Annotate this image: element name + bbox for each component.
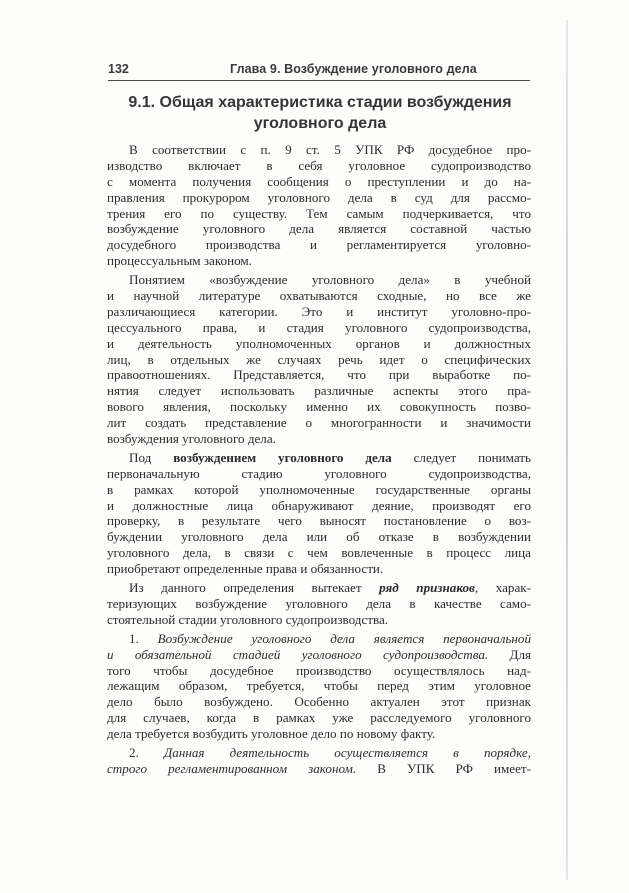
text-line: уголовного дела, в связи с чем вовлеченные в процесс лица xyxy=(107,545,531,561)
bold-italic-term: ряд признаков xyxy=(379,580,475,596)
text-line: лит создать представление о многогранности и значимости xyxy=(107,415,531,431)
text-line: различающиеся категории. Это и институт уголовно-про- xyxy=(107,303,531,319)
text-line: досудебного производства и регламентируется уголовно- xyxy=(107,237,531,253)
text-line: возбуждение уголовного дела является составной частью xyxy=(107,221,531,237)
paragraph-4 xyxy=(107,580,531,628)
text-line: в рамках которой уполномоченные государственные органы xyxy=(107,481,531,497)
section-title-line-2: уголовного дела xyxy=(253,115,387,132)
text-line: дело было возбуждено. Особенно актуален этот признак xyxy=(107,694,531,710)
paragraph-6 xyxy=(107,745,531,777)
text-run: следует понимать xyxy=(391,449,531,465)
text-line xyxy=(107,580,531,596)
text-line: В соответствии с п. 9 ст. 5 УПК РФ досудебное про- xyxy=(129,142,531,157)
section-title xyxy=(108,92,532,134)
text-line: нятия следует использовать различные аспекты этого пра- xyxy=(107,383,531,399)
text-line: цессуального права, и стадия уголовного судопроизводства, xyxy=(107,319,531,335)
text-line: Понятием «возбуждение уголовного дела» в учебной xyxy=(129,272,531,288)
italic-run: Данная деятельность осуществляется в порядке, xyxy=(163,744,532,760)
text-run: Под xyxy=(129,449,174,465)
text-line: трения его по существу. Тем самым подчеркивается, что xyxy=(107,205,531,221)
paragraph-2 xyxy=(107,272,531,447)
text-line: вового явления, поскольку именно их совокупность позво- xyxy=(107,399,531,415)
header-rule xyxy=(108,80,530,81)
paragraph-5 xyxy=(107,631,531,742)
text-line: правоотношениях. Представляется, что при выработке по- xyxy=(107,367,531,383)
text-line: того чтобы досудебное производство осуществлялось над- xyxy=(107,662,531,678)
text-line: для случаев, когда в рамках уже расследуемого уголовного xyxy=(107,710,531,726)
italic-run: строго регламентированном законом. xyxy=(107,760,357,776)
text-line: возбуждения уголовного дела. xyxy=(107,431,276,447)
page-header xyxy=(108,60,532,80)
text-line: дела требуется возбудить уголовное дело по новому факту. xyxy=(107,726,436,742)
text-run: , харак- xyxy=(474,580,531,596)
text-run: Для xyxy=(488,646,532,662)
text-line xyxy=(107,631,531,647)
text-line xyxy=(107,761,531,777)
paragraph-3 xyxy=(107,450,531,577)
text-line: с момента получения сообщения о преступлении и до на- xyxy=(107,173,531,189)
page-number: 132 xyxy=(108,62,129,76)
text-run: Из данного определения вытекает xyxy=(129,580,380,596)
text-line: изводство включает в себя уголовное судопроизводство xyxy=(107,157,531,173)
text-line: стоятельной стадии уголовного судопроизводства. xyxy=(107,611,389,627)
text-line: буждении уголовного дела или об отказе в возбуждении xyxy=(107,529,531,545)
text-line: лиц, в отдельных же случаях речь идет о специфических xyxy=(107,351,531,367)
text-line: и научной литературе охватываются сходные, но все же xyxy=(107,288,531,304)
text-line: первоначальную стадию уголовного судопроизводства, xyxy=(107,465,531,481)
bold-term: возбуждением уголовного дела xyxy=(173,449,392,465)
running-title: Глава 9. Возбуждение уголовного дела xyxy=(230,62,477,76)
text-line: правления прокурором уголовного дела в суд для рассмо- xyxy=(107,189,531,205)
text-line xyxy=(107,647,531,663)
text-line: приобретают определенные права и обязанности. xyxy=(107,561,384,577)
paragraph-1 xyxy=(107,142,531,269)
text-line xyxy=(107,745,531,761)
italic-run: Возбуждение уголовного дела является первоначальной xyxy=(157,630,531,646)
text-run: 2. xyxy=(129,744,164,760)
section-title-line-1: 9.1. Общая характеристика стадии возбуждения xyxy=(128,94,512,111)
text-line: лежащим образом, требуется, чтобы перед этим уголовное xyxy=(107,678,531,694)
italic-run: и обязательной стадией уголовного судопроизводства. xyxy=(107,646,489,662)
text-line xyxy=(107,450,531,466)
text-run: 1. xyxy=(129,630,158,646)
text-line: теризующих возбуждение уголовного дела в качестве само- xyxy=(107,595,531,611)
text-line: проверку, в результате чего выносят постановление о воз- xyxy=(107,513,531,529)
text-line: и должностные лица обнаруживают деяние, производят его xyxy=(107,497,531,513)
page-spine-shadow xyxy=(566,20,568,880)
text-line: процессуальным законом. xyxy=(107,253,252,269)
text-run: В УПК РФ имеет- xyxy=(356,760,531,776)
text-line: и деятельность уполномоченных органов и должностных xyxy=(107,335,531,351)
body-text xyxy=(107,142,531,777)
